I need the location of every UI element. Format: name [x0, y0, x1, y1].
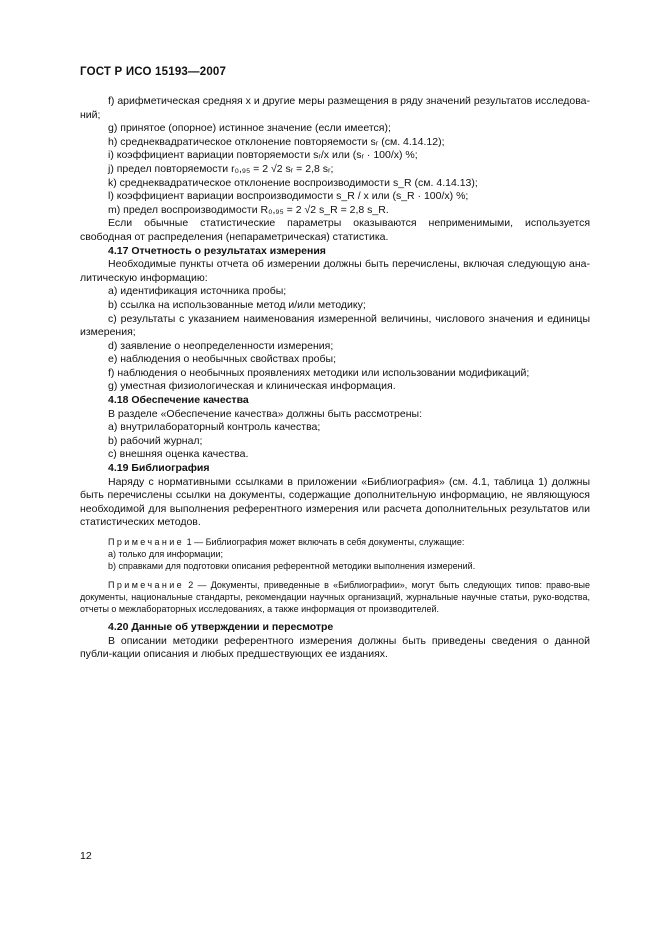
- section-heading-4-18: 4.18 Обеспечение качества: [108, 394, 249, 407]
- list-item: m) предел воспроизводимости R₀,₉₅ = 2 √2 s_R = 2,8 s_R.: [108, 203, 389, 216]
- paragraph: Если обычные статистические параметры оказываются неприменимыми, используется свободная от распределения (непараметрическая) статистика.: [80, 217, 590, 243]
- list-item: f) арифметическая средняя x и другие меры размещения в ряду значений результатов исследова-ний;: [80, 95, 590, 121]
- note-label: Примечание: [108, 537, 185, 547]
- list-item: e) наблюдения о необычных свойствах пробы;: [108, 353, 337, 366]
- section-heading-4-19: 4.19 Библиография: [108, 462, 210, 475]
- section-heading-4-20: 4.20 Данные об утверждении и пересмотре: [108, 621, 334, 633]
- list-item: h) среднеквадратическое отклонение повторяемости sᵣ (см. 4.14.12);: [108, 135, 445, 148]
- list-item: g) уместная физиологическая и клиническая информация.: [108, 380, 396, 393]
- list-item: d) заявление о неопределенности измерения;: [108, 339, 334, 352]
- section-heading-4-17: 4.17 Отчетность о результатах измерения: [108, 244, 326, 257]
- paragraph: Необходимые пункты отчета об измерении должны быть перечислены, включая следующую ана-литическую информацию:: [80, 258, 590, 284]
- paragraph: Наряду с нормативными ссылками в приложении «Библиография» (см. 4.1, таблица 1) должны быть перечислены ссылки на документы, содержащие дополнительную информацию, не являющуюся необходимой для выполнения референтного измерения или расчета дополнительных результатов или статистических методов.: [80, 475, 590, 529]
- document-body: [80, 95, 590, 662]
- list-item: c) внешняя оценка качества.: [108, 448, 249, 461]
- note-text: 1 — Библиография может включать в себя документы, служащие:: [184, 537, 465, 547]
- list-item: a) внутрилабораторный контроль качества;: [108, 421, 321, 434]
- list-item: l) коэффициент вариации воспроизводимости s_R / x или (s_R · 100/x) %;: [108, 190, 469, 203]
- note-2: [80, 579, 590, 615]
- paragraph: В разделе «Обеспечение качества» должны быть рассмотрены:: [108, 407, 422, 420]
- list-item: g) принятое (опорное) истинное значение (если имеется);: [108, 122, 391, 135]
- list-item: j) предел повторяемости r₀,₉₅ = 2 √2 sᵣ = 2,8 sᵣ;: [108, 162, 334, 175]
- note-item: b) справками для подготовки описания референтной методики выполнения измерений.: [108, 561, 476, 571]
- list-item: b) ссылка на использованные метод и/или методику;: [108, 298, 366, 311]
- note-item: a) только для информации;: [108, 549, 224, 559]
- document-header: ГОСТ Р ИСО 15193—2007: [80, 66, 227, 78]
- list-item: b) рабочий журнал;: [108, 434, 203, 447]
- note-text: 2 — Документы, приведенные в «Библиографии», могут быть следующих типов: право-вые документы, национальные стандарты, рекомендации научных организаций, журнальные научные статьи, руко-водства, отчеты о межлабораторных исследованиях, а также информация от производителей.: [80, 580, 590, 614]
- list-item: a) идентификация источника пробы;: [108, 285, 287, 298]
- list-item: i) коэффициент вариации повторяемости sᵣ/x или (sᵣ · 100/x) %;: [108, 149, 418, 162]
- list-item: c) результаты с указанием наименования измеренной величины, числового значения и единицы измерения;: [80, 312, 590, 339]
- note-label: Примечание: [108, 580, 185, 590]
- list-item: k) среднеквадратическое отклонение воспроизводимости s_R (см. 4.14.13);: [108, 176, 478, 189]
- paragraph: В описании методики референтного измерения должны быть приведены сведения о данной публи-кации описания и любых предшествующих ее изданиях.: [80, 634, 590, 661]
- page-number: 12: [80, 850, 92, 862]
- list-item: f) наблюдения о необычных проявлениях методики или использовании модификаций;: [108, 366, 530, 379]
- note-1: [80, 536, 590, 548]
